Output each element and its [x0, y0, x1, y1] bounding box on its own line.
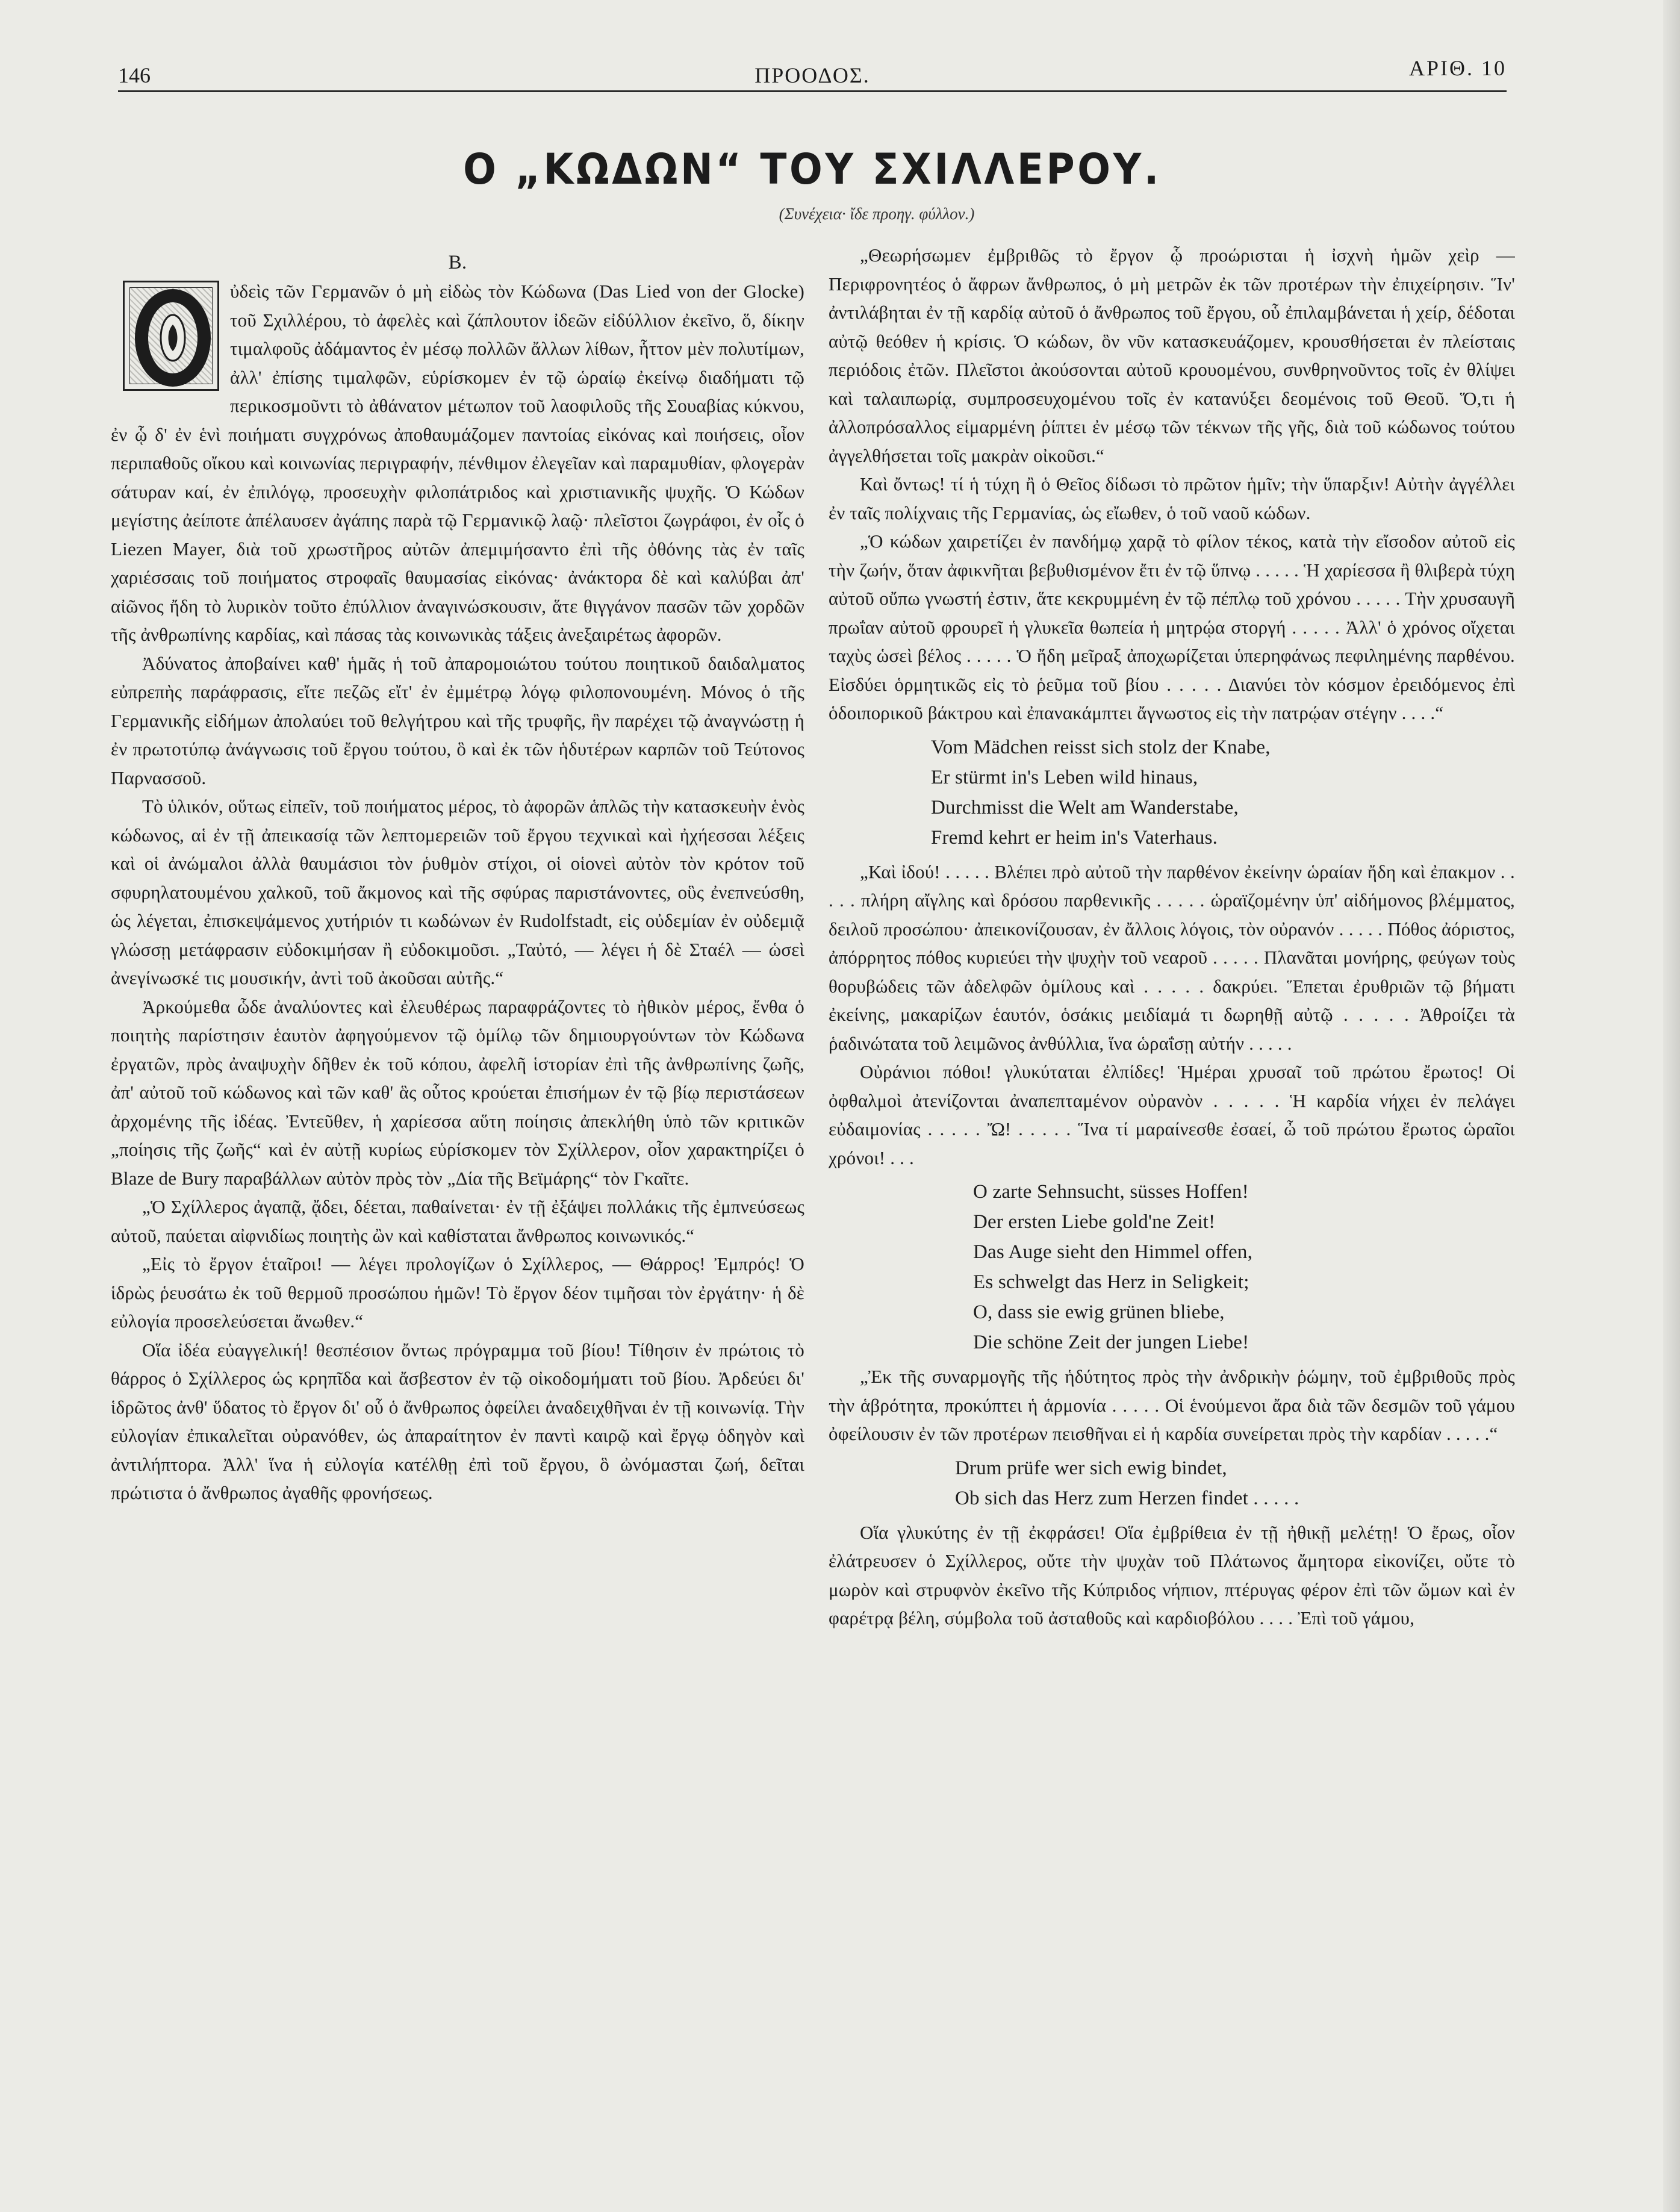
paragraph: Οἵα ἰδέα εὐαγγελική! θεσπέσιον ὄντως πρόγραμμα τοῦ βίου! Τίθησιν ἐν πρώτοις τὸ θάρρος ὁ Σχίλλερος ὡς κρηπῖδα καὶ ἄσβεστον ἐν τῷ οἰκοδομήματι τοῦ βίου. Ἀρδεύει δι' ἱδρῶτος ἀνθ' ὕδατος τὸ ἔργον δι' οὗ ὁ ἄνθρωπος ὀφείλει ἀναδειχθῆναι ἐν τῇ κοινωνίᾳ. Τὴν εὐλογίαν ἐπικαλεῖται οὐρανόθεν, ὡς ἀπαραίτητον ἐν παντὶ καιρῷ καὶ ἔργῳ ὁδηγὸν καὶ ἀντιλήπτορα. Ἀλλ' ἵνα ἡ εὐλογία κατέλθῃ ἐπὶ τοῦ ἔργου, ὃ ὠνόμασται ζωή, δεῖται πρώτιστα ὁ ἄνθρωπος ἀγαθῆς φρονήσεως. [111, 1339, 804, 1503]
verse-line: Durchmisst die Welt am Wanderstabe, [931, 796, 1239, 818]
verse-line: Das Auge sieht den Himmel offen, [973, 1241, 1253, 1263]
right-column [829, 241, 1515, 1633]
verse-line: Er stürmt in's Leben wild hinaus, [931, 766, 1198, 788]
paragraph: „Ὁ Σχίλλερος ἀγαπᾷ, ᾄδει, δέεται, παθαίνεται· ἐν τῇ ἐξάψει πολλάκις τῆς ἐμπνεύσεως αὐτοῦ, παύεται αἰφνιδίως ποιητὴς ὢν καὶ καθίσταται ἄνθρωπος κοινωνικός.“ [111, 1196, 804, 1246]
ornamental-drop-cap [123, 281, 219, 391]
paragraph: Οἵα γλυκύτης ἐν τῇ ἐκφράσει! Οἵα ἐμβρίθεια ἐν τῇ ἠθικῇ μελέτῃ! Ὁ ἔρως, οἷον ἐλάτρευσεν ὁ Σχίλλερος, οὔτε τὴν ψυχὰν τοῦ Πλάτωνος ἄμητορα εἰκονίζει, οὔτε τὸ μωρὸν καὶ στρυφνὸν ἐκεῖνο τῆς Κύπριδος νήπιον, πτέρυγας φέρον ἐπὶ τῶν ὤμων καὶ ἐν φαρέτρᾳ βέλη, σύμβολα τοῦ ἀσταθοῦς καὶ καρδιοβόλου . . . . Ἐπὶ τοῦ γάμου, [829, 1521, 1515, 1628]
verse-line: O, dass sie ewig grünen bliebe, [973, 1301, 1225, 1323]
section-mark: Β. [448, 252, 467, 273]
paragraph: „Εἰς τὸ ἔργον ἑταῖροι! — λέγει προλογίζων ὁ Σχίλλερος, — Θάρρος! Ἐμπρός! Ὁ ἱδρὼς ῥευσάτω ἐκ τοῦ θερμοῦ προσώπου ἡμῶν! Τὸ ἔργον δέον τιμῆσαι τὸν ἐργάτην· ἡ δὲ εὐλογία προσελεύσεται ἄνωθεν.“ [111, 1253, 804, 1332]
article-title: Ο „ΚΩΔΩΝ“ ΤΟΥ ΣΧΙΛΛΕΡΟΥ. [463, 145, 1162, 194]
header-rule [118, 90, 1507, 92]
running-head [118, 53, 1507, 92]
verse-line: Vom Mädchen reisst sich stolz der Knabe, [931, 736, 1271, 758]
paragraph: Οὐράνιοι πόθοι! γλυκύταται ἐλπίδες! Ἡμέραι χρυσαῖ τοῦ πρώτου ἔρωτος! Οἱ ὀφθαλμοὶ ἀτενίζονται ἀναπεπταμένον οὐρανὸν . . . . . Ἡ καρδία νήχει ἐν πελάγει εὐδαιμονίας . . . . . Ὤ! . . . . . Ἵνα τί μαραίνεσθε ἐσαεί, ὦ τοῦ πρώτου ἔρωτος ὡραῖοι χρόνοι! . . . [829, 1061, 1515, 1168]
page-number: 146 [118, 63, 151, 87]
paragraph: „Ἐκ τῆς συναρμογῆς τῆς ἡδύτητος πρὸς τὴν ἀνδρικὴν ῥώμην, τοῦ ἐμβριθοῦς πρὸς τὴν ἁβρότητα, προκύπτει ἡ ἁρμονία . . . . . Οἱ ἑνούμενοι ἄρα διὰ τῶν δεσμῶν τοῦ γάμου ὀφείλουσιν ἐν τῶν προτέρων πεισθῆναι εἰ ἡ καρδία συνείρεται πρὸς τὴν καρδίαν . . . . .“ [829, 1366, 1515, 1444]
left-column [111, 241, 804, 1507]
verse-line: Die schöne Zeit der jungen Liebe! [973, 1332, 1249, 1353]
paragraph: „Καὶ ἰδού! . . . . . Βλέπει πρὸ αὐτοῦ τὴν παρθένον ἐκείνην ὡραίαν ἤδη καὶ ἐπακμον . . . . . πλήρη αἴγλης καὶ δρόσου παρθενικῆς . . . . . ὡραϊζομένην ὑπ' αἰδήμονος βλέμματος, δειλοῦ προσώπου· ἀπεικονίζουσαν, ἐν ἄλλοις λόγοις, τὸν οὐρανόν . . . . . Πόθος ἀόριστος, ἀπόρρητος πόθος κυριεύει τὴν ψυχὴν τοῦ νεαροῦ . . . . . Πλανᾶται μονήρης, φεύγων τοὺς θορυβώδεις τῶν ἀδελφῶν ὁμίλους καὶ . . . . . δακρύει. Ἕπεται ἐρυθριῶν τῷ βήματι ἐκείνης, μακαρίζων ἑαυτόν, ὁσάκις μειδίαμά τι δωρηθῇ αὐτῷ . . . . . Ἀθροίζει τὰ ῥαδινώτατα τοῦ λειμῶνος ἀνθύλλια, ἵνα ὡραΐσῃ αὐτήν . . . . . [829, 861, 1515, 1054]
paragraph: „Ὁ κώδων χαιρετίζει ἐν πανδήμῳ χαρᾷ τὸ φίλον τέκος, κατὰ τὴν εἴσοδον αὐτοῦ εἰς τὴν ζωήν, ὅταν ἀφικνῆται βεβυθισμένον ἔτι ἐν τῷ ὕπνῳ . . . . . Ἡ χαρίεσσα ἢ θλιβερὰ τύχη αὐτοῦ οὔπω γνωστή ἐστιν, ἅτε κεκρυμμένη ἐν τῷ πέπλῳ τοῦ χρόνου . . . . . Τὴν χρυσαυγῆ πρωΐαν αὐτοῦ φρουρεῖ ἡ γλυκεῖα θωπεία ἡ μητρῴα στοργή . . . . . Ἀλλ' ὁ χρόνος οἴχεται ταχὺς ὡσεὶ βέλος . . . . . Ὁ ἤδη μεῖραξ ἀποχωρίζεται ὑπερηφάνως πεφιλημένης παρθένου. Εἰσδύει ὁρμητικῶς εἰς τὸ ῥεῦμα τοῦ βίου . . . . . Διανύει τὸν κόσμον ἐρειδόμενος ἐπὶ ὁδοιπορικοῦ βάκτρου καὶ ἐπανακάμπτει ἄγνωστος εἰς τὴν πατρῴαν στέγην . . . .“ [829, 531, 1515, 723]
paragraph: Καὶ ὄντως! τί ἡ τύχη ἢ ὁ Θεῖος δίδωσι τὸ πρῶτον ἡμῖν; τὴν ὕπαρξιν! Αὐτὴν ἀγγέλλει ἐν ταῖς πολίχναις τῆς Γερμανίας, ὡς εἴωθεν, ὁ τοῦ ναοῦ κώδων. [829, 473, 1515, 523]
paragraph: Ἀρκούμεθα ὧδε ἀναλύοντες καὶ ἐλευθέρως παραφράζοντες τὸ ἠθικὸν μέρος, ἔνθα ὁ ποιητὴς παρίστησιν ἑαυτὸν ἀφηγούμενον τῷ ὁμίλῳ τῶν δημιουργούντων τὸν Κώδωνα ἐργατῶν, πρὸς ἀναψυχὴν δῆθεν ἐκ τοῦ κόπου, ἀφελῆ ἱστορίαν ἐπὶ τῆς ἀνθρωπίνης ζωῆς, ἀπ' αὐτοῦ τοῦ κώδωνος καὶ τῶν καθ' ἃς οὗτος κρούεται ἐπισήμων ἐν τῷ βίῳ περιστάσεων ἀρχομένης τῆς ἰδέας. Ἐντεῦθεν, ἡ χαρίεσσα αὕτη ποίησις ἀπεκλήθη ὑπὸ τῶν κριτικῶν „ποίησις τῆς ζωῆς“ καὶ ἐν αὐτῇ κυρίως εὑρίσκομεν τὸν Σχίλλερον, οἷον χαρακτηρίζει ὁ Blaze de Bury παραβάλλων αὐτὸν πρὸς τὸν „Δία τῆς Βεϊμάρης“ τὸν Γκαῖτε. [111, 995, 804, 1189]
paragraph: Ἀδύνατος ἀποβαίνει καθ' ἡμᾶς ἡ τοῦ ἀπαρομοιώτου τούτου ποιητικοῦ δαιδαλματος εὐπρεπὴς παράφρασις, εἴτε πεζῶς εἴτ' ἐν ἐμμέτρῳ λόγῳ φιλοπονουμένη. Μόνος ὁ τῆς Γερμανικῆς εἰδήμων ἀπολαύει τοῦ θελγήτρου καὶ τῆς τρυφῆς, ἣν παρέχει τῷ ἀναγνώστῃ ἡ ἐν πρωτοτύπῳ ἀνάγνωσις τοῦ ἔργου τούτου, ὃ καὶ ἐκ τῶν ἡδυτέρων καρπῶν τοῦ Τεύτονος Παρνασσοῦ. [111, 652, 804, 788]
intro-text: ὐδεὶς τῶν Γερμανῶν ὁ μὴ εἰδὼς τὸν Κώδωνα (Das Lied von der Glocke) τοῦ Σχιλλέρου, τὸ ἀφελὲς καὶ ζάπλουτον ἰδεῶν εἰδύλλιον ἐκεῖνο, ὅ, δίκην τιμαλφοῦς ἀδάμαντος ἐν μέσῳ πολλῶν ἄλλων λίθων, ἧττον μὲν πολυτίμων, ἀλλ' ἐπίσης τιμαλφῶν, εὑρίσκομεν ἐν τῷ ὡραίῳ ἐκείνῳ διαδήματι τῷ περικοσμοῦντι τὸ ἀθάνατον μέτωπον τοῦ λαοφιλοῦς τῆς Σουαβίας κύκνου, ἐν ᾧ δ' ἐν ἑνὶ ποιήματι συγχρόνως ἀποθαυμάζομεν παντοίας εἰκόνας καὶ ποιήσεις, οἷον περιπαθοῦς οἴκου καὶ κοινωνίας περιγραφήν, πένθιμον ἐλεγεῖαν καὶ παραμυθίαν, φλογερὰν σάτυραν καί, ἐν ἐπιλόγῳ, προσευχὴν φιλοπάτριδος καὶ χριστιανικῆς ψυχῆς. Ὁ Κώδων μεγίστης ἀείποτε ἀπέλαυσεν ἀγάπης παρὰ τῷ Γερμανικῷ λαῷ· πλεῖστοι ζωγράφοι, ἐν οἷς ὁ Liezen Mayer, διὰ τοῦ χρωστῆρος αὐτῶν ἀπεμιμήσαντο ἐπὶ τῆς ὀθόνης τὰς ἐν ταῖς χαριέσσαις τοῦ ποιήματος στροφαῖς θαυμασίας εἰκόνας· ἀνάκτορα δὲ καὶ καλύβαι ἀπ' αἰῶνος ἤδη τὸ λυρικὸν τοῦτο ἐπύλλιον ἀναγινώσκουσιν, ἅτε θιγγάνον πασῶν τῶν χορδῶν τῆς ἀνθρωπίνης καρδίας, καὶ πάσας τὰς κοινωνικὰς τάξεις ἀνεξαιρέτως ἀφορῶν. [111, 281, 804, 645]
verse-line: Drum prüfe wer sich ewig bindet, [955, 1457, 1227, 1479]
drop-cap-letter-icon [125, 282, 221, 393]
verse-line: Es schwelgt das Herz in Seligkeit; [973, 1271, 1249, 1293]
article-subtitle: (Συνέχεια· ἴδε προηγ. φύλλον.) [779, 205, 975, 223]
verse-line: Fremd kehrt er heim in's Vaterhaus. [931, 826, 1218, 849]
journal-title: ΠΡΟΟΔΟΣ. [754, 63, 870, 87]
german-verse-2 [829, 1177, 1515, 1357]
paragraph-intro [111, 277, 804, 649]
page-edge-shadow [1663, 0, 1680, 2212]
paragraph: „Θεωρήσωμεν ἐμβριθῶς τὸ ἔργον ᾧ προώρισται ἡ ἰσχνὴ ἡμῶν χεὶρ — Περιφρονητέος ὁ ἄφρων ἄνθρωπος, ὁ μὴ μετρῶν ἐκ τῶν προτέρων τὴν ἐπιχείρησιν. Ἵν' ἀντιλάβηται ἐν τῇ καρδίᾳ αὐτοῦ ὁ ἄνθρωπος τοῦ ἔργου, οὗ ἐπιλαμβάνεται ἡ χείρ, δέδοται αὐτῷ θεόθεν ἡ κρίσις. Ὁ κώδων, ὃν νῦν κατασκευάζομεν, κρουσθήσεται ἐν πλείσταις περιόδοις ἐτῶν. Πλεῖστοι ἀκούσονται αὐτοῦ κρουομένου, συνθρηνοῦντος τοῖς ἐν θλίψει καὶ ταλαιπωρίᾳ, συμπροσευχομένου τοῖς ἐν κατανύξει δεομένοις τοῦ Θεοῦ. Ὅ,τι ἡ ἀλλοπρόσαλλος εἱμαρμένη ῥίπτει ἐν μέσῳ τῶν τέκνων τῆς γῆς, διὰ τοῦ κώδωνος τούτου ἀγγελθήσεται τοῖς μακρὰν οἰκοῦσι.“ [829, 245, 1515, 466]
german-verse-1 [829, 732, 1515, 853]
german-verse-3 [829, 1453, 1515, 1513]
verse-line: Der ersten Liebe gold'ne Zeit! [973, 1211, 1216, 1233]
verse-line: O zarte Sehnsucht, süsses Hoffen! [973, 1181, 1249, 1203]
paragraph: Τὸ ὑλικόν, οὕτως εἰπεῖν, τοῦ ποιήματος μέρος, τὸ ἀφορῶν ἁπλῶς τὴν κατασκευὴν ἑνὸς κώδωνος, αἱ ἐν τῇ ἀπεικασίᾳ τῶν λεπτομερειῶν τοῦ ἔργου τεχνικαὶ καὶ ἠχήεσσαι λέξεις καὶ οἱ ἀνώμαλοι ἀλλὰ θαυμάσιοι τὸν ῥυθμὸν στίχοι, οἱ οἱονεὶ αὐτὸν τὸν κρότον τοῦ σφυρηλατουμένου χαλκοῦ, τοῦ ἄκμονος καὶ τῆς σφύρας παριστάνοντες, οὓς ἐνεπνεύσθη, ὡς λέγεται, ἐπισκεψάμενος χυτήριόν τι κωδώνων ἐν Rudolfstadt, εἰς οὐδεμίαν ἐν οὐδεμιᾷ γλώσσῃ μετάφρασιν εὐδοκιμήσαν ἢ εὐδοκιμοῦσι. „Ταὐτό, — λέγει ἡ δὲ Σταέλ — ὡσεὶ ἀνεγίνωσκέ τις μουσικήν, ἀντὶ τοῦ ἀκοῦσαι αὐτῆς.“ [111, 796, 804, 988]
issue-number: ΑΡΙΘ. 10 [1408, 56, 1507, 80]
verse-line: Ob sich das Herz zum Herzen findet . . . . . [955, 1487, 1299, 1509]
